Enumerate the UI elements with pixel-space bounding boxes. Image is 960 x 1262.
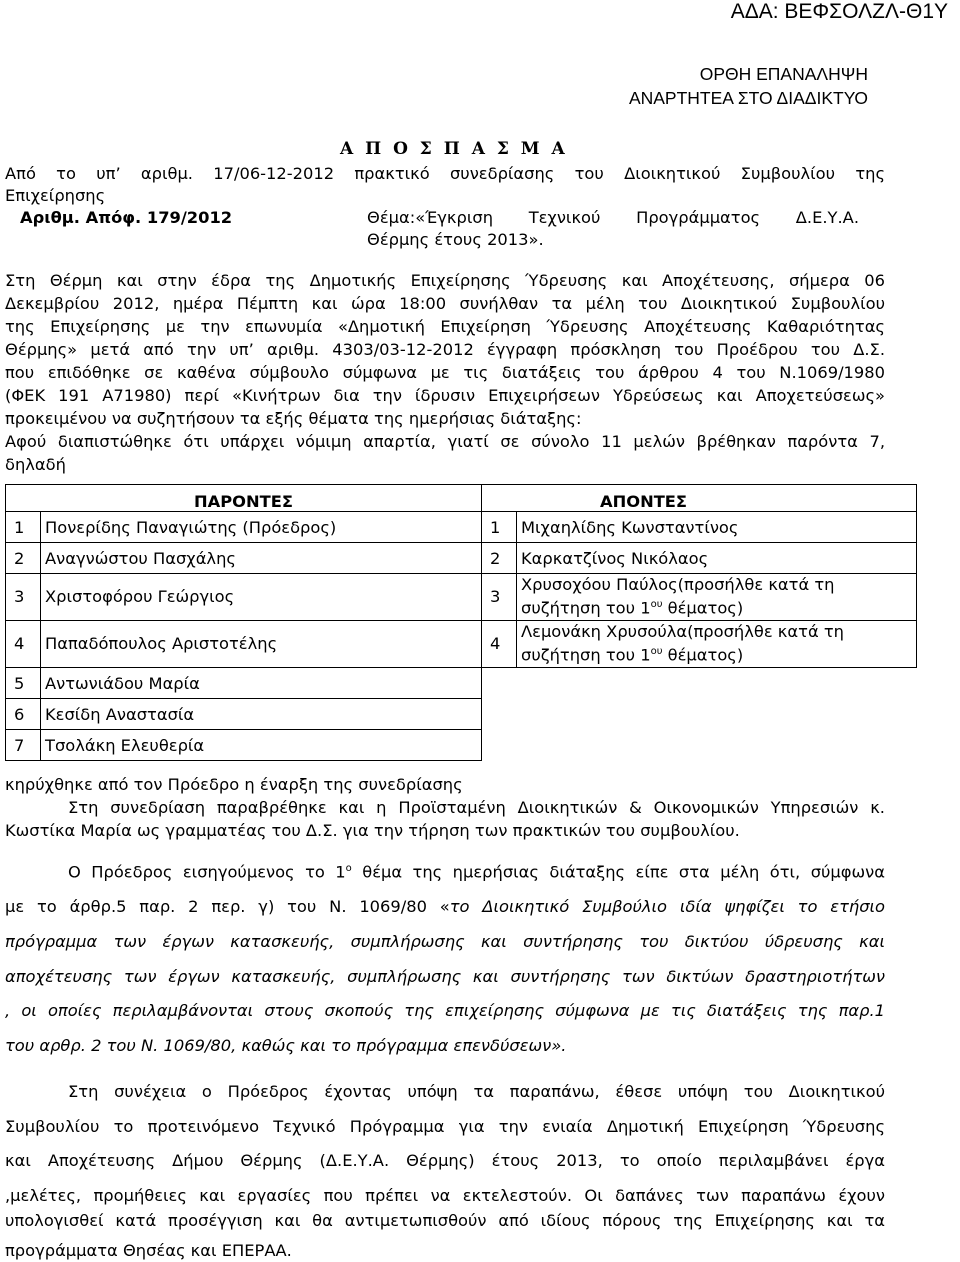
- intro-line-2: Επιχείρησης: [5, 186, 106, 205]
- secretary-line-1: Στη συνεδρίαση παραβρέθηκε και η Προϊσταμένη Διοικητικών & Οικονομικών Υπηρεσιών κ.: [68, 798, 885, 817]
- present-member: Τσολάκη Ελευθερία: [41, 730, 482, 761]
- para2-line: του αρθρ. 2 του Ν. 1069/80, καθώς και το πρόγραμμα επενδύσεων».: [5, 1036, 567, 1055]
- para3-line: προγράμματα Θησέας και ΕΠΕΡΑΑ.: [5, 1241, 292, 1260]
- absent-number: 3: [482, 574, 517, 621]
- table-row: [6, 543, 917, 574]
- body-line: Θέρμης» μετά από την υπ’ αριθμ. 4303/03-12-2012 έγγραφη πρόσκληση του Προέδρου του Δ.Σ.: [5, 340, 885, 359]
- present-number: 6: [6, 699, 41, 730]
- body-line: Αφού διαπιστώθηκε ότι υπάρχει νόμιμη απαρτία, γιατί σε σύνολο 11 μελών βρέθηκαν παρόντα 7,: [5, 432, 885, 451]
- body-line: προκειμένου να συζητήσουν τα εξής θέματα της ημερήσιας διάταξης:: [5, 409, 582, 428]
- present-member: Αναγνώστου Πασχάλης: [41, 543, 482, 574]
- body-line: Δεκεμβρίου 2012, ημέρα Πέμπτη και ώρα 18:00 συνήλθαν τα μέλη του Διοικητικού Συμβουλίου: [5, 294, 885, 313]
- present-member: Πονερίδης Παναγιώτης (Πρόεδρος): [41, 512, 482, 543]
- reposting-line-2: ΑΝΑΡΤΗΤΕΑ ΣΤΟ ΔΙΑΔΙΚΤΥΟ: [628, 88, 868, 108]
- present-member: Αντωνιάδου Μαρία: [41, 668, 482, 699]
- subject-line-1: Θέμα:«Έγκριση Τεχνικού Προγράμματος Δ.Ε.Υ.Α.: [367, 208, 859, 227]
- reposting-line-1: ΟΡΘΗ ΕΠΑΝΑΛΗΨΗ: [699, 64, 868, 84]
- para2-line: Ο Πρόεδρος εισηγούμενος το $1^o$ θέμα της ημερήσιας διάταξης είπε στα μέλη ότι, σύμφωνα: [68, 862, 885, 882]
- present-member: Παπαδόπουλος Αριστοτέλης: [41, 621, 482, 668]
- present-number: 7: [6, 730, 41, 761]
- table-row: [6, 668, 917, 699]
- table-row: [6, 621, 917, 668]
- para3-line: ,μελέτες, προμήθειες και εργασίες που πρέπει να εκτελεστούν. Οι δαπάνες των παραπάνω έχουν: [5, 1186, 885, 1205]
- para3-line: Στη συνέχεια ο Πρόεδρος έχοντας υπόψη τα παραπάνω, έθεσε υπόψη του Διοικητικού: [68, 1082, 885, 1101]
- para3-line: Συμβουλίου το προτεινόμενο Τεχνικό Πρόγραμμα για την ενιαία Δημοτική Επιχείρηση Ύδρευσης: [5, 1117, 885, 1136]
- absent-number: 1: [482, 512, 517, 543]
- absent-member: Λεμονάκη Χρυσούλα(προσήλθε κατά τη συζήτηση του $1^{o\upsilon}$ θέματος): [517, 621, 917, 668]
- table-row: [6, 574, 917, 621]
- absent-number: 2: [482, 543, 517, 574]
- empty-cell: [482, 668, 917, 761]
- present-member: Κεσίδη Αναστασία: [41, 699, 482, 730]
- opening-line: κηρύχθηκε από τον Πρόεδρο η έναρξη της συνεδρίασης: [5, 775, 463, 794]
- present-header: ΠΑΡΟΝΤΕΣ: [6, 485, 482, 512]
- absent-member: Χρυσοχόου Παύλος(προσήλθε κατά τη συζήτηση του $1^{o\upsilon}$ θέματος): [517, 574, 917, 621]
- para3-line: υπολογισθεί κατά προσέγγιση και θα αντιμετωπισθούν από ιδίους πόρους της Επιχείρησης και τα: [5, 1211, 885, 1230]
- body-line: (ΦΕΚ 191 Α71980) περί «Κινήτρων δια την ίδρυσιν Επιχειρήσεων Υδρεύσεως και Αποχετεύσεως»: [5, 386, 885, 405]
- absent-member: Καρκατζίνος Νικόλαος: [517, 543, 917, 574]
- body-line: δηλαδή: [5, 455, 66, 474]
- para2-line: με το άρθρ.5 παρ. 2 περ. γ) του Ν. 1069/80 «το Διοικητικό Συμβούλιο ιδία ψηφίζει το ετήσιο: [5, 897, 885, 916]
- para3-line: και Αποχέτευσης Δήμου Θέρμης (Δ.Ε.Υ.Α. Θέρμης) έτους 2013, το οποίο περιλαμβάνει έργα: [5, 1151, 885, 1170]
- intro-line-1: Από το υπ’ αριθμ. 17/06-12-2012 πρακτικό συνεδρίασης του Διοικητικού Συμβουλίου της: [5, 164, 885, 183]
- para2-line: πρόγραμμα των έργων κατασκευής, συμπλήρωσης και συντήρησης του δικτύου ύδρευσης και: [5, 932, 885, 951]
- absent-header: ΑΠΟΝΤΕΣ: [482, 485, 917, 512]
- doc-id: ΑΔΑ: ΒΕΦΣΟΛΖΛ-Θ1Υ: [730, 0, 948, 23]
- body-line: Στη Θέρμη και στην έδρα της Δημοτικής Επιχείρησης Ύδρευσης και Αποχέτευσης, σήμερα 06: [5, 271, 885, 290]
- document-heading: Α Π Ο Σ Π Α Σ Μ Α: [340, 139, 568, 159]
- absent-member: Μιχαηλίδης Κωνσταντίνος: [517, 512, 917, 543]
- present-number: 5: [6, 668, 41, 699]
- present-number: 4: [6, 621, 41, 668]
- absent-number: 4: [482, 621, 517, 668]
- present-member: Χριστοφόρου Γεώργιος: [41, 574, 482, 621]
- present-number: 3: [6, 574, 41, 621]
- secretary-line-2: Κωστίκα Μαρία ως γραμματέας του Δ.Σ. για την τήρηση των πρακτικών του συμβουλίου.: [5, 821, 740, 840]
- body-line: της Επιχείρησης με την επωνυμία «Δημοτική Επιχείρηση Ύδρευσης Αποχέτευσης Καθαριότητας: [5, 317, 885, 336]
- subject-line-2: Θέρμης έτους 2013».: [367, 230, 544, 249]
- table-row: [6, 512, 917, 543]
- present-number: 2: [6, 543, 41, 574]
- present-number: 1: [6, 512, 41, 543]
- para2-line: αποχέτευσης των έργων κατασκευής, συμπλήρωσης και συντήρησης των δικτύων δραστηριοτήτων: [5, 967, 885, 986]
- attendance-table: [5, 484, 917, 761]
- para2-line: , οι οποίες περιλαμβάνονται στους σκοπούς της επιχείρησης σύμφωνα με τις διατάξεις της παρ.1: [5, 1001, 885, 1020]
- body-line: που επιδόθηκε σε καθένα σύμβουλο σύμφωνα με τις διατάξεις του άρθρου 4 του Ν.1069/1980: [5, 363, 885, 382]
- decision-number: Αριθμ. Απόφ. 179/2012: [20, 208, 233, 227]
